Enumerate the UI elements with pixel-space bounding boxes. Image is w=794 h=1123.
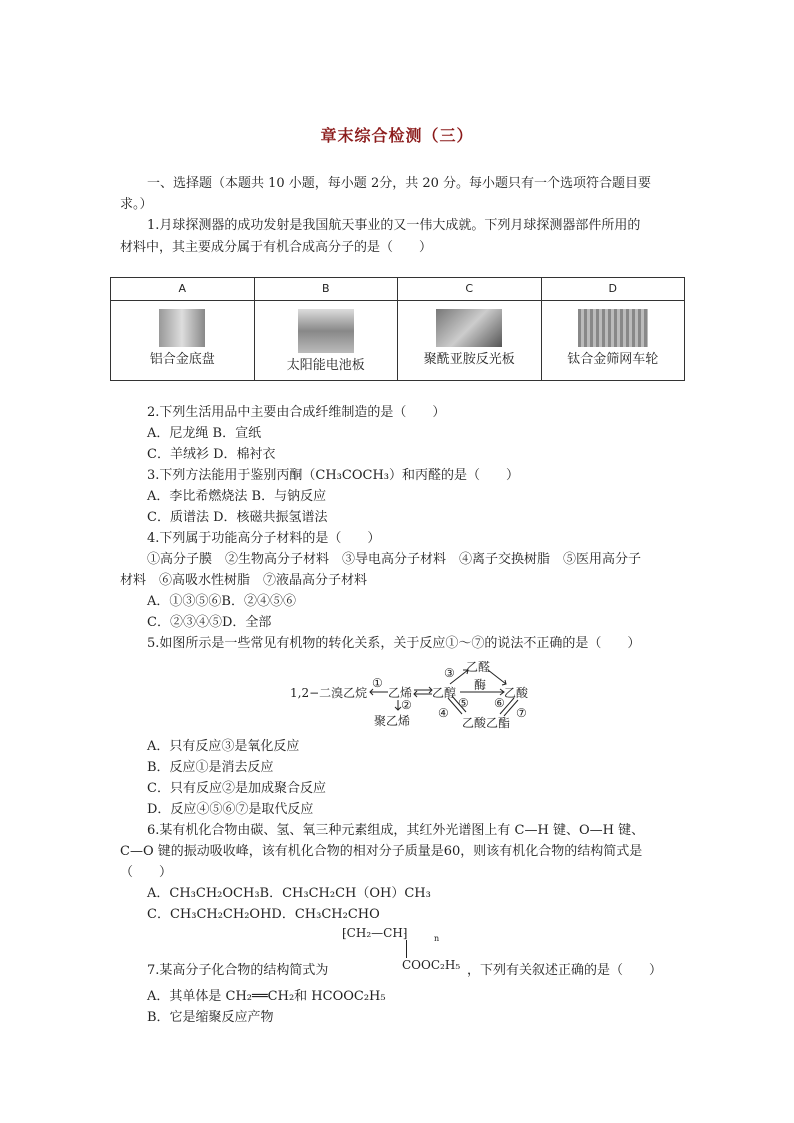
- q5-option-c: C．只有反应②是加成聚合反应: [147, 781, 326, 796]
- q5-option-d: D．反应④⑤⑥⑦是取代反应: [147, 802, 314, 817]
- ethyl-acetate-label: 乙酸乙酯: [462, 716, 511, 730]
- q4-list-line1: ①高分子膜 ②生物高分子材料 ③导电高分子材料 ④离子交换树脂 ⑤医用高分子: [147, 552, 642, 567]
- reflector-photo: [436, 309, 502, 347]
- q5-stem: 5.如图所示是一些常见有机物的转化关系，关于反应①～⑦的说法不正确的是（ ）: [147, 636, 641, 651]
- q6-options-1: A．CH₃CH₂OCH₃B．CH₃CH₂CH（OH）CH₃: [147, 886, 431, 901]
- reaction-1-label: ①: [372, 676, 383, 690]
- dibromoethane-label: 1,2−二溴乙烷: [290, 686, 368, 700]
- q4-stem: 4.下列属于功能高分子材料的是（ ）: [147, 531, 381, 546]
- q1-option-caption: 太阳能电池板: [286, 358, 365, 373]
- q2-options-2: C．羊绒衫 D．棉衬衣: [147, 447, 276, 462]
- q4-options-2: C．②③④⑤D．全部: [147, 615, 272, 630]
- section-heading-line1: 一、选择题（本题共 10 小题，每小题 2分，共 20 分。每小题只有一个选项符合题目要: [147, 176, 652, 191]
- reaction-6-label: ⑥: [494, 696, 505, 710]
- polymer-bond: [406, 940, 407, 958]
- solar-panel-photo: [298, 309, 354, 353]
- q7-option-b: B．它是缩聚反应产物: [147, 1010, 274, 1025]
- q7-stem-b: ，下列有关叙述正确的是（ ）: [467, 963, 663, 978]
- q3-options-2: C．质谱法 D．核磁共振氢谱法: [147, 510, 328, 525]
- q3-stem: 3.下列方法能用于鉴别丙酮（CH₃COCH₃）和丙醛的是（ ）: [147, 468, 519, 483]
- polyethylene-label: 聚乙烯: [374, 714, 411, 728]
- q1-option-caption: 聚酰亚胺反光板: [423, 352, 515, 367]
- ethanol-label: 乙醇: [432, 686, 457, 700]
- acetic-acid-label: 乙酸: [504, 686, 529, 700]
- q1-stem-line1: 1.月球探测器的成功发射是我国航天事业的又一伟大成就。下列月球探测器部件所用的: [147, 218, 641, 233]
- q3-options-1: A．李比希燃烧法 B．与钠反应: [147, 489, 327, 504]
- q1-stem-line2: 材料中，其主要成分属于有机合成高分子的是（ ）: [120, 240, 433, 255]
- q1-option-letter: B: [254, 278, 398, 301]
- q1-option-letter: D: [541, 278, 685, 301]
- chassis-photo: [159, 309, 205, 347]
- reaction-3-label: ③: [444, 666, 455, 680]
- q1-option-letter: A: [111, 278, 255, 301]
- acetaldehyde-label: 乙醛: [466, 660, 491, 674]
- q6-stem-line3: （ ）: [120, 865, 173, 880]
- q4-options-1: A．①③⑤⑥B．②④⑤⑥: [147, 594, 296, 609]
- q7-stem-a: 7.某高分子化合物的结构简式为: [147, 963, 329, 978]
- q5-option-b: B．反应①是消去反应: [147, 760, 274, 775]
- q1-option-caption: 钛合金筛网车轮: [567, 352, 659, 367]
- polymer-chain: ⁅CH₂—CH⁆: [342, 926, 408, 940]
- q6-stem-line1: 6.某有机化合物由碳、氢、氧三种元素组成，其红外光谱图上有 C—H 键、O—H 键、: [147, 823, 645, 838]
- section-heading-line2: 求。）: [120, 197, 153, 212]
- q2-options-1: A．尼龙绳 B．宣纸: [147, 426, 262, 441]
- q6-options-2: C．CH₃CH₂CH₂OHD．CH₃CH₂CHO: [147, 907, 380, 922]
- q1-option-caption: 铝合金底盘: [149, 352, 215, 367]
- q4-list-line2: 材料 ⑥高吸水性树脂 ⑦液晶高分子材料: [120, 573, 368, 588]
- reaction-2-label: ②: [401, 698, 412, 712]
- polymer-n: n: [434, 934, 440, 943]
- page-title: 章末综合检测（三）: [320, 126, 474, 145]
- q5-option-a: A．只有反应③是氧化反应: [147, 739, 300, 754]
- ethene-label: 乙烯: [388, 686, 413, 700]
- q2-stem: 2.下列生活用品中主要由合成纤维制造的是（ ）: [147, 405, 446, 420]
- polymer-substituent: COOC₂H₅: [402, 958, 461, 972]
- reaction-4-label: ④: [438, 706, 449, 720]
- q6-stem-line2: C—O 键的振动吸收峰，该有机化合物的相对分子质量是60，则该有机化合物的结构简式是: [120, 844, 643, 859]
- q1-option-letter: C: [398, 278, 542, 301]
- conversion-diagram: [290, 656, 540, 732]
- wheel-photo: [578, 309, 648, 347]
- reaction-5-label: ⑤: [458, 696, 469, 710]
- q1-options-table: [110, 277, 685, 381]
- enzyme-label: 酶: [474, 678, 487, 692]
- reaction-7-label: ⑦: [516, 706, 527, 720]
- q7-option-a: A．其单体是 CH₂══CH₂和 HCOOC₂H₅: [147, 989, 386, 1004]
